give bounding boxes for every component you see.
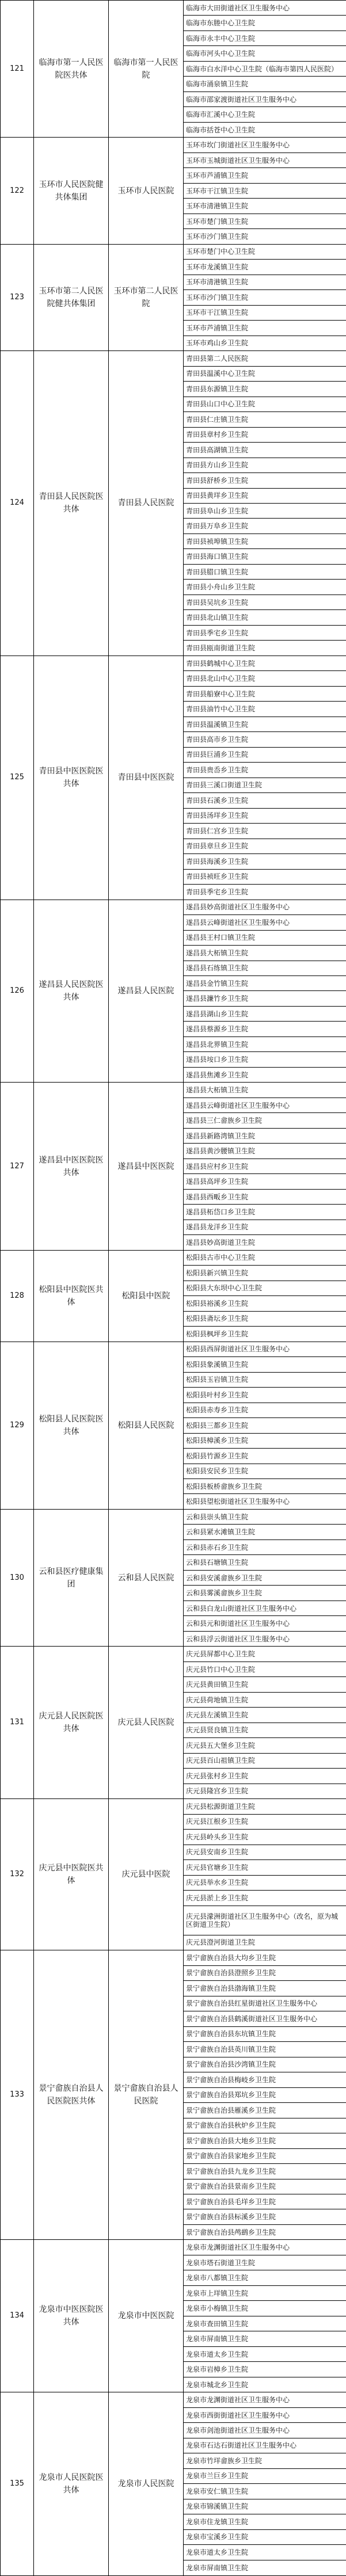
member-unit-cell: 遂昌县云峰街道社区卫生服务中心 xyxy=(184,915,346,930)
member-unit-cell: 青田县吴坑乡卫生院 xyxy=(184,595,346,609)
member-unit-cell: 玉环市龙溪镇卫生院 xyxy=(184,260,346,275)
member-unit-cell: 遂昌县濂竹乡卫生院 xyxy=(184,991,346,1006)
member-unit-cell: 龙泉市道太乡卫生院 xyxy=(184,2346,346,2361)
member-unit-cell: 青田县仁庄镇卫生院 xyxy=(184,412,346,427)
member-unit-cell: 松阳县西屏街道社区卫生服务中心 xyxy=(184,1342,346,1356)
member-unit-cell: 临海市东塍中心卫生院 xyxy=(184,16,346,31)
group-name-cell: 松阳县人民医院医共体 xyxy=(34,1342,109,1509)
member-unit-cell: 景宁畲族自治县梅岐乡卫生院 xyxy=(184,2072,346,2087)
member-unit-cell: 遂昌县妙高街道社区卫生服务中心 xyxy=(184,900,346,914)
member-unit-cell: 玉环市干江镇卫生院 xyxy=(184,305,346,320)
member-unit-cell: 松阳县裕溪乡卫生院 xyxy=(184,1296,346,1311)
member-unit-cell: 松阳县安民乡卫生院 xyxy=(184,1464,346,1478)
group-number-cell: 128 xyxy=(1,1250,34,1342)
lead-hospital-cell: 遂昌县中医医院 xyxy=(109,1083,184,1250)
member-unit-cell: 庆元县澄河街道卫生院 xyxy=(184,1935,346,1950)
member-unit-cell: 临海市河头中心卫生院 xyxy=(184,46,346,61)
table-row xyxy=(1,1509,346,1524)
group-number-cell: 134 xyxy=(1,2240,34,2392)
member-unit-cell: 龙泉市小梅镇卫生院 xyxy=(184,2301,346,2316)
member-unit-cell: 龙泉市八都镇卫生院 xyxy=(184,2270,346,2285)
member-unit-cell: 云和县雾溪畲族乡卫生院 xyxy=(184,1586,346,1601)
member-unit-cell: 青田县高市乡卫生院 xyxy=(184,732,346,747)
member-unit-cell: 临海市邵家渡街道社区卫生服务中心 xyxy=(184,92,346,106)
table-row xyxy=(1,900,346,914)
group-number-cell: 130 xyxy=(1,1509,34,1646)
member-unit-cell: 青田县东源镇卫生院 xyxy=(184,382,346,397)
table-row xyxy=(1,1950,346,1965)
member-unit-cell: 青田县三溪口街道卫生院 xyxy=(184,778,346,792)
member-unit-cell: 青田县高湖镇卫生院 xyxy=(184,443,346,458)
member-unit-cell: 遂昌县大柘镇卫生院 xyxy=(184,946,346,961)
member-unit-cell: 临海市白水洋中心卫生院（临海市第四人民医院） xyxy=(184,61,346,76)
member-unit-cell: 青田县温溪中心卫生院 xyxy=(184,366,346,381)
member-unit-cell: 玉环市沙门镇卫生院 xyxy=(184,229,346,244)
member-unit-cell: 青田县海口镇卫生院 xyxy=(184,549,346,564)
member-unit-cell: 龙泉市屏南镇卫生院 xyxy=(184,2331,346,2346)
member-unit-cell: 松阳县板桥畲族乡卫生院 xyxy=(184,1478,346,1493)
member-unit-cell: 龙泉市岩樟乡卫生院 xyxy=(184,2362,346,2377)
lead-hospital-cell: 青田县人民医院 xyxy=(109,351,184,656)
group-name-cell: 龙泉市人民医院医共体 xyxy=(34,2392,109,2576)
member-unit-cell: 玉环市干江镇卫生院 xyxy=(184,183,346,198)
member-unit-cell: 庆元县荷地镇卫生院 xyxy=(184,1692,346,1707)
group-name-cell: 遂昌县人民医院医共体 xyxy=(34,900,109,1083)
member-unit-cell: 遂昌县王村口镇卫生院 xyxy=(184,930,346,945)
member-unit-cell: 青田县黄垟乡卫生院 xyxy=(184,488,346,503)
table-body xyxy=(1,1,346,2576)
group-name-cell: 青田县人民医院医共体 xyxy=(34,351,109,656)
member-unit-cell: 遂昌县应村乡卫生院 xyxy=(184,1159,346,1173)
member-unit-cell: 景宁畲族自治县秋炉乡卫生院 xyxy=(184,2118,346,2133)
member-unit-cell: 松阳县大东坝中心卫生院 xyxy=(184,1281,346,1295)
member-unit-cell: 临海市涌泉镇卫生院 xyxy=(184,77,346,92)
member-unit-cell: 龙泉市西街街道社区卫生服务中心 xyxy=(184,2407,346,2422)
member-unit-cell: 青田县仁宫乡卫生院 xyxy=(184,824,346,839)
member-unit-cell: 松阳县象溪镇卫生院 xyxy=(184,1357,346,1372)
table-row xyxy=(1,1083,346,1098)
member-unit-cell: 青田县祯旺乡卫生院 xyxy=(184,869,346,884)
table-row xyxy=(1,2392,346,2407)
group-name-cell: 临海市第一人民医院医共体 xyxy=(34,1,109,138)
member-unit-cell: 云和县崇头镇卫生院 xyxy=(184,1509,346,1524)
member-unit-cell: 遂昌县石练镇卫生院 xyxy=(184,961,346,975)
member-unit-cell: 玉环市芦浦镇卫生院 xyxy=(184,321,346,336)
lead-hospital-cell: 玉环市人民医院 xyxy=(109,138,184,244)
member-unit-cell: 青田县第二人民医院 xyxy=(184,351,346,366)
group-number-cell: 129 xyxy=(1,1342,34,1509)
table-row xyxy=(1,1799,346,1814)
member-unit-cell: 青田县巨浦乡卫生院 xyxy=(184,747,346,762)
member-unit-cell: 龙泉市竹垟畲族乡卫生院 xyxy=(184,2453,346,2468)
member-unit-cell: 玉环市芦浦镇卫生院 xyxy=(184,168,346,183)
lead-hospital-cell: 庆元县人民医院 xyxy=(109,1647,184,1799)
member-unit-cell: 庆元县隆宫乡卫生院 xyxy=(184,1784,346,1798)
group-name-cell: 云和县医疗健康集团 xyxy=(34,1509,109,1646)
member-unit-cell: 玉环市沙门镇卫生院 xyxy=(184,290,346,305)
member-unit-cell: 景宁畲族自治县大地乡卫生院 xyxy=(184,2133,346,2148)
member-unit-cell: 遂昌县西畈乡卫生院 xyxy=(184,1189,346,1204)
table-row xyxy=(1,244,346,259)
member-unit-cell: 青田县瓯南街道卫生院 xyxy=(184,641,346,656)
member-unit-cell: 玉环市清港镇卫生院 xyxy=(184,199,346,214)
member-unit-cell: 青田县舒桥乡卫生院 xyxy=(184,473,346,488)
member-unit-cell: 云和县赤石乡卫生院 xyxy=(184,1539,346,1554)
member-unit-cell: 庆元县屏都中心卫生院 xyxy=(184,1647,346,1662)
group-number-cell: 126 xyxy=(1,900,34,1083)
group-name-cell: 遂昌县中医医院医共体 xyxy=(34,1083,109,1250)
member-unit-cell: 青田县章旦乡卫生院 xyxy=(184,839,346,853)
member-unit-cell: 景宁畲族自治县大均乡卫生院 xyxy=(184,1950,346,1965)
member-unit-cell: 景宁畲族自治县标溪乡卫生院 xyxy=(184,2209,346,2224)
lead-hospital-cell: 龙泉市人民医院 xyxy=(109,2392,184,2576)
table-row xyxy=(1,2240,346,2255)
member-unit-cell: 庆元县黄田镇卫生院 xyxy=(184,1677,346,1692)
member-unit-cell: 遂昌县龙洋乡卫生院 xyxy=(184,1220,346,1234)
table-row xyxy=(1,138,346,153)
member-unit-cell: 遂昌县新路湾镇卫生院 xyxy=(184,1128,346,1143)
lead-hospital-cell: 玉环市第二人民医院 xyxy=(109,244,184,350)
member-unit-cell: 遂昌县蔡源乡卫生院 xyxy=(184,1022,346,1037)
member-unit-cell: 松阳县望松街道社区卫生服务中心 xyxy=(184,1494,346,1509)
member-unit-cell: 青田县季宅乡卫生院 xyxy=(184,625,346,640)
group-number-cell: 135 xyxy=(1,2392,34,2576)
member-unit-cell: 庆元县岭头乡卫生院 xyxy=(184,1830,346,1845)
member-unit-cell: 遂昌县金竹镇卫生院 xyxy=(184,976,346,991)
member-unit-cell: 青田县贵岙乡卫生院 xyxy=(184,763,346,778)
lead-hospital-cell: 龙泉市中医医院 xyxy=(109,2240,184,2392)
member-unit-cell: 龙泉市查田镇卫生院 xyxy=(184,2316,346,2331)
member-unit-cell: 景宁畲族自治县沙湾镇卫生院 xyxy=(184,2057,346,2072)
group-number-cell: 124 xyxy=(1,351,34,656)
lead-hospital-cell: 庆元县中医院 xyxy=(109,1799,184,1950)
member-unit-cell: 云和县紧水滩镇卫生院 xyxy=(184,1525,346,1539)
member-unit-cell: 遂昌县垵口乡卫生院 xyxy=(184,1052,346,1067)
member-unit-cell: 云和县浮云街道社区卫生服务中心 xyxy=(184,1631,346,1646)
member-unit-cell: 遂昌县三仁畲族乡卫生院 xyxy=(184,1113,346,1128)
member-unit-cell: 龙泉市宝溪乡卫生院 xyxy=(184,2529,346,2544)
member-unit-cell: 临海市括苍中心卫生院 xyxy=(184,122,346,137)
member-unit-cell: 玉环市楚门中心卫生院 xyxy=(184,244,346,259)
group-number-cell: 123 xyxy=(1,244,34,350)
member-unit-cell: 龙泉市锦溪镇卫生院 xyxy=(184,2499,346,2514)
member-unit-cell: 龙泉市城北乡卫生院 xyxy=(184,2377,346,2392)
member-unit-cell: 遂昌县湖山乡卫生院 xyxy=(184,1006,346,1021)
member-unit-cell: 青田县北山镇卫生院 xyxy=(184,610,346,625)
member-unit-cell: 临海市永丰中心卫生院 xyxy=(184,31,346,45)
member-unit-cell: 景宁畲族自治县雁溪乡卫生院 xyxy=(184,2103,346,2118)
member-unit-cell: 松阳县三都乡卫生院 xyxy=(184,1418,346,1433)
member-unit-cell: 青田县海溪乡卫生院 xyxy=(184,854,346,869)
member-unit-cell: 景宁畲族自治县红星街道社区卫生服务中心 xyxy=(184,1996,346,2011)
member-unit-cell: 松阳县枫坪乡卫生院 xyxy=(184,1327,346,1342)
member-unit-cell: 青田县小舟山乡卫生院 xyxy=(184,580,346,595)
group-name-cell: 玉环市人民医院健共体集团 xyxy=(34,138,109,244)
member-unit-cell: 松阳县叶村乡卫生院 xyxy=(184,1388,346,1403)
member-unit-cell: 庆元县安南乡卫生院 xyxy=(184,1845,346,1859)
member-unit-cell: 临海市大田街道社区卫生服务中心 xyxy=(184,1,346,16)
member-unit-cell: 景宁畲族自治县家地乡卫生院 xyxy=(184,2148,346,2163)
member-unit-cell: 龙泉市道太乡卫生院 xyxy=(184,2545,346,2560)
group-name-cell: 景宁畲族自治县人民医院医共体 xyxy=(34,1950,109,2240)
member-unit-cell: 庆元县贤良镇卫生院 xyxy=(184,1723,346,1737)
member-unit-cell: 庆元县淤上乡卫生院 xyxy=(184,1891,346,1906)
group-number-cell: 125 xyxy=(1,656,34,900)
member-unit-cell: 青田县油竹中心卫生院 xyxy=(184,702,346,717)
member-unit-cell: 云和县安溪畲族乡卫生院 xyxy=(184,1570,346,1585)
group-number-cell: 131 xyxy=(1,1647,34,1799)
member-unit-cell: 玉环市楚门镇卫生院 xyxy=(184,214,346,228)
member-unit-cell: 庆元县张村乡卫生院 xyxy=(184,1769,346,1784)
member-unit-cell: 青田县章村乡卫生院 xyxy=(184,427,346,442)
group-name-cell: 松阳县中医院医共体 xyxy=(34,1250,109,1342)
member-unit-cell: 庆元县官塘乡卫生院 xyxy=(184,1860,346,1875)
member-unit-cell: 龙泉市兰巨乡卫生院 xyxy=(184,2468,346,2483)
member-unit-cell: 龙泉市龙渊街道社区卫生服务中心 xyxy=(184,2240,346,2255)
member-unit-cell: 龙泉市安仁镇卫生院 xyxy=(184,2484,346,2499)
lead-hospital-cell: 青田县中医医院 xyxy=(109,656,184,900)
lead-hospital-cell: 云和县人民医院 xyxy=(109,1509,184,1646)
member-unit-cell: 青田县温溪镇卫生院 xyxy=(184,717,346,731)
member-unit-cell: 龙泉市龙渊街道社区卫生服务中心 xyxy=(184,2392,346,2407)
table-row xyxy=(1,656,346,670)
member-unit-cell: 景宁畲族自治县鹤溪街道社区卫生服务中心 xyxy=(184,2011,346,2026)
member-unit-cell: 青田县山口中心卫生院 xyxy=(184,397,346,411)
table-row xyxy=(1,1250,346,1265)
member-unit-cell: 景宁畲族自治县鸬鹚乡卫生院 xyxy=(184,2224,346,2239)
member-unit-cell: 遂昌县大柘镇卫生院 xyxy=(184,1083,346,1098)
lead-hospital-cell: 松阳县人民医院 xyxy=(109,1342,184,1509)
member-unit-cell: 遂昌县黄沙腰镇卫生院 xyxy=(184,1144,346,1159)
table-row xyxy=(1,1342,346,1356)
table-row xyxy=(1,1,346,16)
member-unit-cell: 松阳县斋坛乡卫生院 xyxy=(184,1311,346,1326)
member-unit-cell: 青田县船寮中心卫生院 xyxy=(184,686,346,701)
table-row xyxy=(1,1647,346,1662)
member-unit-cell: 景宁畲族自治县渤海镇卫生院 xyxy=(184,1981,346,1996)
member-unit-cell: 青田县石溪乡卫生院 xyxy=(184,793,346,808)
member-unit-cell: 龙泉市石达石街道社区卫生服务中心 xyxy=(184,2438,346,2453)
member-unit-cell: 玉环市坎门街道社区卫生服务中心 xyxy=(184,138,346,153)
member-unit-cell: 遂昌县妙高街道卫生院 xyxy=(184,1235,346,1250)
group-name-cell: 青田县中医医院医共体 xyxy=(34,656,109,900)
member-unit-cell: 松阳县赤寿乡卫生院 xyxy=(184,1403,346,1417)
group-number-cell: 132 xyxy=(1,1799,34,1950)
member-unit-cell: 青田县汤垟乡卫生院 xyxy=(184,808,346,823)
lead-hospital-cell: 松阳县中医院 xyxy=(109,1250,184,1342)
member-unit-cell: 松阳县樟溪乡卫生院 xyxy=(184,1433,346,1448)
member-unit-cell: 景宁畲族自治县毛垟乡卫生院 xyxy=(184,2194,346,2209)
member-unit-cell: 遂昌县高坪乡卫生院 xyxy=(184,1174,346,1189)
group-name-cell: 庆元县人民医院医共体 xyxy=(34,1647,109,1799)
member-unit-cell: 青田县腊口镇卫生院 xyxy=(184,564,346,579)
group-name-cell: 玉环市第二人民医院健共体集团 xyxy=(34,244,109,350)
member-unit-cell: 景宁畲族自治县郑坑乡卫生院 xyxy=(184,2087,346,2102)
member-unit-cell: 庆元县举水乡卫生院 xyxy=(184,1875,346,1890)
member-unit-cell: 景宁畲族自治县英川镇卫生院 xyxy=(184,2042,346,2057)
member-unit-cell: 青田县季宅乡卫生院 xyxy=(184,885,346,900)
group-name-cell: 龙泉市中医医院医共体 xyxy=(34,2240,109,2392)
member-unit-cell: 松阳县玉岩镇卫生院 xyxy=(184,1372,346,1387)
member-unit-cell: 松阳县新兴镇卫生院 xyxy=(184,1266,346,1281)
member-unit-cell: 青田县方山乡卫生院 xyxy=(184,458,346,472)
member-unit-cell: 龙泉市剑池街道社区卫生服务中心 xyxy=(184,2423,346,2438)
group-name-cell: 庆元县中医院医共体 xyxy=(34,1799,109,1950)
member-unit-cell: 景宁畲族自治县九龙乡卫生院 xyxy=(184,2164,346,2179)
table-row xyxy=(1,351,346,366)
member-unit-cell: 龙泉市塔石街道卫生院 xyxy=(184,2255,346,2270)
member-unit-cell: 青田县鹤城中心卫生院 xyxy=(184,656,346,670)
member-unit-cell: 遂昌县北界镇卫生院 xyxy=(184,1037,346,1051)
member-unit-cell: 玉环市玉城街道社区卫生服务中心 xyxy=(184,153,346,167)
member-unit-cell: 庆元县左溪镇卫生院 xyxy=(184,1708,346,1723)
member-unit-cell: 龙泉市屏南镇卫生院 xyxy=(184,2560,346,2575)
member-unit-cell: 松阳县竹源乡卫生院 xyxy=(184,1449,346,1464)
member-unit-cell: 云和县元和街道社区卫生服务中心 xyxy=(184,1616,346,1631)
member-unit-cell: 遂昌县云峰街道社区卫生服务中心 xyxy=(184,1098,346,1112)
member-unit-cell: 青田县万阜乡卫生院 xyxy=(184,519,346,534)
member-unit-cell: 临海市汇溪中心卫生院 xyxy=(184,107,346,122)
lead-hospital-cell: 景宁畲族自治县人民医院 xyxy=(109,1950,184,2240)
member-unit-cell: 遂昌县柘岱口乡卫生院 xyxy=(184,1205,346,1220)
member-unit-cell: 庆元县五大堡乡卫生院 xyxy=(184,1738,346,1753)
member-unit-cell: 龙泉市住龙镇卫生院 xyxy=(184,2514,346,2529)
group-number-cell: 127 xyxy=(1,1083,34,1250)
group-number-cell: 133 xyxy=(1,1950,34,2240)
member-unit-cell: 庆元县百山祖镇卫生院 xyxy=(184,1753,346,1768)
member-unit-cell: 景宁畲族自治县景南乡卫生院 xyxy=(184,2179,346,2194)
lead-hospital-cell: 临海市第一人民医院 xyxy=(109,1,184,138)
member-unit-cell: 云和县石塘镇卫生院 xyxy=(184,1555,346,1570)
member-unit-cell: 庆元县竹口中心卫生院 xyxy=(184,1662,346,1676)
member-unit-cell: 龙泉市上垟镇卫生院 xyxy=(184,2285,346,2300)
member-unit-cell: 云和县白龙山街道社区卫生服务中心 xyxy=(184,1601,346,1615)
member-unit-cell: 青田县阜山乡卫生院 xyxy=(184,503,346,518)
lead-hospital-cell: 遂昌县人民医院 xyxy=(109,900,184,1083)
group-number-cell: 122 xyxy=(1,138,34,244)
member-unit-cell: 玉环市清港镇卫生院 xyxy=(184,275,346,289)
member-unit-cell: 景宁畲族自治县澄照乡卫生院 xyxy=(184,1965,346,1980)
member-unit-cell: 庆元县江根乡卫生院 xyxy=(184,1814,346,1829)
member-unit-cell: 青田县北山中心卫生院 xyxy=(184,671,346,686)
member-unit-cell: 松阳县古市中心卫生院 xyxy=(184,1250,346,1265)
member-unit-cell: 庆元县濛洲街道社区卫生服务中心（改名，原为城区街道卫生院） xyxy=(184,1906,346,1935)
group-number-cell: 121 xyxy=(1,1,34,138)
member-unit-cell: 遂昌县焦滩乡卫生院 xyxy=(184,1067,346,1082)
member-unit-cell: 景宁畲族自治县东坑镇卫生院 xyxy=(184,2026,346,2041)
member-unit-cell: 青田县祯埠镇卫生院 xyxy=(184,534,346,548)
member-unit-cell: 玉环市鸡山乡卫生院 xyxy=(184,336,346,350)
member-unit-cell: 庆元县松源街道卫生院 xyxy=(184,1799,346,1814)
